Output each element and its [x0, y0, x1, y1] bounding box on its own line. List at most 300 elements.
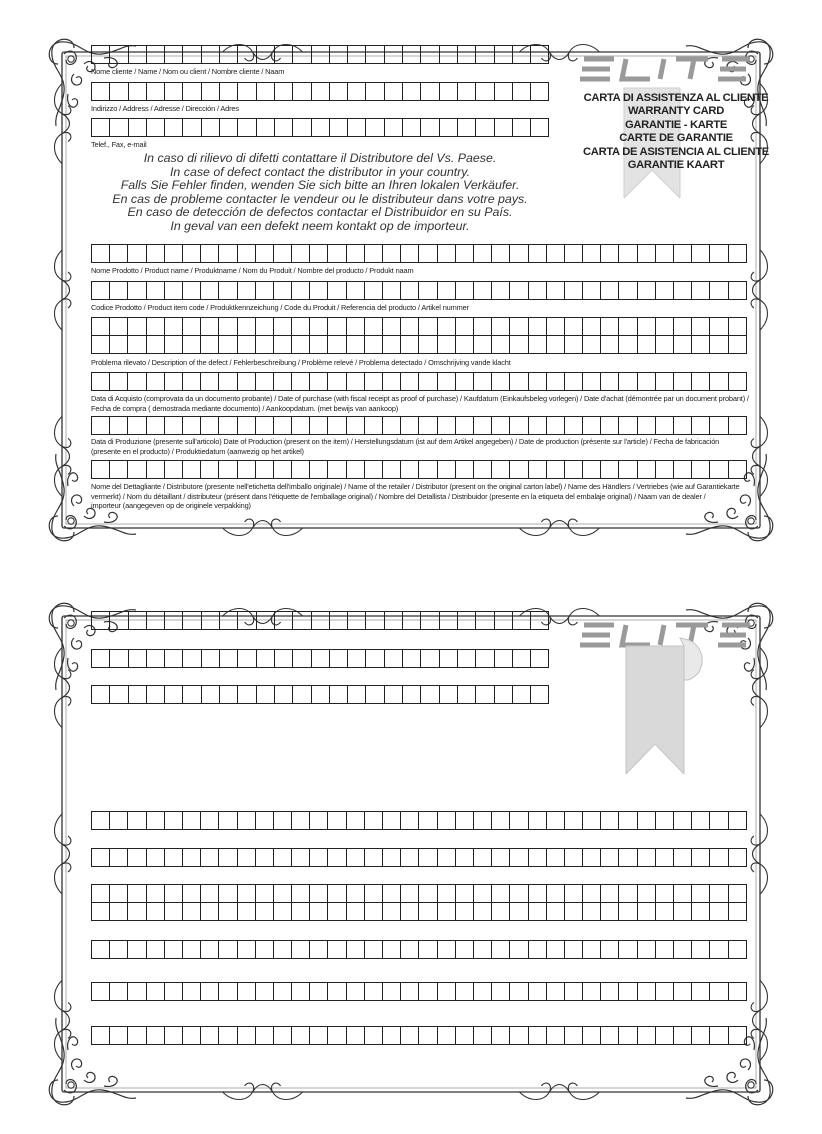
char-box[interactable] — [238, 45, 256, 64]
char-box[interactable] — [565, 244, 583, 263]
char-box[interactable] — [292, 940, 310, 959]
char-box[interactable] — [476, 649, 494, 668]
char-box[interactable] — [348, 82, 366, 101]
char-box[interactable] — [403, 685, 421, 704]
char-box[interactable] — [421, 649, 439, 668]
char-box[interactable] — [183, 884, 201, 903]
char-box[interactable] — [692, 281, 710, 300]
char-box[interactable] — [710, 372, 728, 391]
char-box[interactable] — [365, 416, 383, 435]
char-box[interactable] — [729, 372, 747, 391]
char-box[interactable] — [348, 649, 366, 668]
char-box[interactable] — [292, 848, 310, 867]
char-box[interactable] — [510, 940, 528, 959]
char-box[interactable] — [92, 811, 110, 830]
char-box[interactable] — [347, 281, 365, 300]
char-box[interactable] — [474, 811, 492, 830]
char-box[interactable] — [183, 118, 201, 137]
char-box[interactable] — [656, 1026, 674, 1045]
char-box[interactable] — [474, 372, 492, 391]
char-box[interactable] — [238, 940, 256, 959]
char-box[interactable] — [165, 1026, 183, 1045]
char-box[interactable] — [601, 884, 619, 903]
char-box[interactable] — [293, 82, 311, 101]
char-box[interactable] — [656, 940, 674, 959]
char-box[interactable] — [710, 884, 728, 903]
char-box[interactable] — [692, 902, 710, 921]
char-box[interactable] — [674, 902, 692, 921]
char-box[interactable] — [257, 82, 275, 101]
char-box[interactable] — [495, 685, 513, 704]
char-box[interactable] — [529, 317, 547, 336]
char-box[interactable] — [656, 281, 674, 300]
char-box[interactable] — [510, 460, 528, 479]
char-box[interactable] — [310, 848, 328, 867]
char-box[interactable] — [495, 611, 513, 630]
char-box[interactable] — [330, 82, 348, 101]
char-box[interactable] — [238, 372, 256, 391]
char-box[interactable] — [219, 884, 237, 903]
char-box[interactable] — [456, 460, 474, 479]
back-boxes-7[interactable] — [91, 1026, 747, 1045]
char-box[interactable] — [110, 982, 128, 1001]
char-box[interactable] — [201, 335, 219, 354]
char-box[interactable] — [583, 416, 601, 435]
char-box[interactable] — [347, 372, 365, 391]
char-box[interactable] — [129, 685, 147, 704]
char-box[interactable] — [275, 685, 293, 704]
char-box[interactable] — [510, 982, 528, 1001]
char-box[interactable] — [403, 82, 421, 101]
char-box[interactable] — [202, 82, 220, 101]
char-box[interactable] — [495, 82, 513, 101]
char-box[interactable] — [128, 244, 146, 263]
char-box[interactable] — [619, 317, 637, 336]
char-box[interactable] — [529, 982, 547, 1001]
char-box[interactable] — [474, 335, 492, 354]
char-box[interactable] — [583, 317, 601, 336]
char-box[interactable] — [729, 848, 747, 867]
char-box[interactable] — [128, 884, 146, 903]
char-box[interactable] — [165, 811, 183, 830]
char-box[interactable] — [330, 118, 348, 137]
char-box[interactable] — [147, 416, 165, 435]
char-box[interactable] — [583, 940, 601, 959]
char-box[interactable] — [692, 811, 710, 830]
char-box[interactable] — [92, 335, 110, 354]
char-box[interactable] — [183, 940, 201, 959]
char-box[interactable] — [440, 118, 458, 137]
char-box[interactable] — [128, 335, 146, 354]
char-box[interactable] — [601, 372, 619, 391]
char-box[interactable] — [729, 884, 747, 903]
char-box[interactable] — [674, 335, 692, 354]
char-box[interactable] — [438, 1026, 456, 1045]
char-box[interactable] — [583, 902, 601, 921]
char-box[interactable] — [456, 281, 474, 300]
char-box[interactable] — [510, 884, 528, 903]
char-box[interactable] — [619, 902, 637, 921]
char-box[interactable] — [347, 317, 365, 336]
char-box[interactable] — [328, 416, 346, 435]
char-box[interactable] — [292, 982, 310, 1001]
char-box[interactable] — [292, 811, 310, 830]
char-box[interactable] — [165, 317, 183, 336]
char-box[interactable] — [92, 884, 110, 903]
char-box[interactable] — [401, 335, 419, 354]
char-box[interactable] — [513, 82, 531, 101]
char-box[interactable] — [601, 1026, 619, 1045]
char-box[interactable] — [128, 811, 146, 830]
char-box[interactable] — [220, 118, 238, 137]
char-box[interactable] — [547, 416, 565, 435]
char-box[interactable] — [347, 416, 365, 435]
char-box[interactable] — [183, 244, 201, 263]
char-box[interactable] — [456, 884, 474, 903]
char-box[interactable] — [128, 281, 146, 300]
char-box[interactable] — [529, 1026, 547, 1045]
char-box[interactable] — [220, 82, 238, 101]
char-box[interactable] — [256, 1026, 274, 1045]
char-box[interactable] — [419, 902, 437, 921]
char-box[interactable] — [128, 848, 146, 867]
char-box[interactable] — [419, 335, 437, 354]
char-box[interactable] — [401, 940, 419, 959]
char-box[interactable] — [419, 1026, 437, 1045]
char-box[interactable] — [656, 335, 674, 354]
char-box[interactable] — [692, 848, 710, 867]
char-box[interactable] — [165, 902, 183, 921]
char-box[interactable] — [619, 416, 637, 435]
char-box[interactable] — [656, 317, 674, 336]
char-box[interactable] — [601, 281, 619, 300]
char-box[interactable] — [147, 940, 165, 959]
char-box[interactable] — [92, 1026, 110, 1045]
char-box[interactable] — [619, 244, 637, 263]
char-box[interactable] — [513, 118, 531, 137]
char-box[interactable] — [201, 460, 219, 479]
char-box[interactable] — [456, 244, 474, 263]
char-box[interactable] — [183, 82, 201, 101]
purchase-date-boxes[interactable] — [91, 372, 747, 391]
char-box[interactable] — [201, 416, 219, 435]
char-box[interactable] — [312, 82, 330, 101]
char-box[interactable] — [492, 848, 510, 867]
char-box[interactable] — [401, 848, 419, 867]
char-box[interactable] — [292, 335, 310, 354]
char-box[interactable] — [565, 902, 583, 921]
char-box[interactable] — [529, 902, 547, 921]
char-box[interactable] — [474, 940, 492, 959]
char-box[interactable] — [421, 118, 439, 137]
char-box[interactable] — [310, 335, 328, 354]
char-box[interactable] — [495, 45, 513, 64]
char-box[interactable] — [366, 611, 384, 630]
char-box[interactable] — [529, 372, 547, 391]
char-box[interactable] — [165, 649, 183, 668]
char-box[interactable] — [183, 902, 201, 921]
char-box[interactable] — [312, 611, 330, 630]
char-box[interactable] — [201, 372, 219, 391]
char-box[interactable] — [292, 460, 310, 479]
char-box[interactable] — [183, 317, 201, 336]
char-box[interactable] — [656, 884, 674, 903]
char-box[interactable] — [110, 811, 128, 830]
char-box[interactable] — [710, 317, 728, 336]
char-box[interactable] — [385, 118, 403, 137]
char-box[interactable] — [328, 811, 346, 830]
char-box[interactable] — [201, 1026, 219, 1045]
char-box[interactable] — [692, 1026, 710, 1045]
char-box[interactable] — [674, 317, 692, 336]
char-box[interactable] — [383, 811, 401, 830]
char-box[interactable] — [110, 649, 128, 668]
char-box[interactable] — [147, 82, 165, 101]
product-name-boxes[interactable] — [91, 244, 747, 263]
char-box[interactable] — [328, 982, 346, 1001]
char-box[interactable] — [202, 45, 220, 64]
char-box[interactable] — [365, 884, 383, 903]
char-box[interactable] — [619, 1026, 637, 1045]
char-box[interactable] — [292, 884, 310, 903]
char-box[interactable] — [310, 317, 328, 336]
char-box[interactable] — [292, 317, 310, 336]
char-box[interactable] — [219, 811, 237, 830]
char-box[interactable] — [710, 811, 728, 830]
char-box[interactable] — [293, 45, 311, 64]
char-box[interactable] — [495, 649, 513, 668]
char-box[interactable] — [347, 848, 365, 867]
char-box[interactable] — [656, 244, 674, 263]
char-box[interactable] — [147, 611, 165, 630]
char-box[interactable] — [440, 685, 458, 704]
char-box[interactable] — [147, 335, 165, 354]
char-box[interactable] — [401, 317, 419, 336]
char-box[interactable] — [565, 982, 583, 1001]
address-boxes[interactable] — [91, 82, 549, 101]
char-box[interactable] — [492, 416, 510, 435]
char-box[interactable] — [583, 1026, 601, 1045]
char-box[interactable] — [492, 317, 510, 336]
char-box[interactable] — [183, 416, 201, 435]
char-box[interactable] — [165, 335, 183, 354]
char-box[interactable] — [275, 649, 293, 668]
char-box[interactable] — [674, 460, 692, 479]
char-box[interactable] — [710, 940, 728, 959]
char-box[interactable] — [256, 848, 274, 867]
char-box[interactable] — [601, 940, 619, 959]
char-box[interactable] — [183, 281, 201, 300]
char-box[interactable] — [275, 611, 293, 630]
defect-boxes-row2[interactable] — [91, 335, 747, 354]
char-box[interactable] — [619, 281, 637, 300]
char-box[interactable] — [476, 611, 494, 630]
char-box[interactable] — [256, 460, 274, 479]
char-box[interactable] — [421, 685, 439, 704]
char-box[interactable] — [312, 45, 330, 64]
char-box[interactable] — [474, 848, 492, 867]
char-box[interactable] — [438, 902, 456, 921]
char-box[interactable] — [401, 884, 419, 903]
char-box[interactable] — [256, 335, 274, 354]
char-box[interactable] — [474, 1026, 492, 1045]
char-box[interactable] — [92, 244, 110, 263]
char-box[interactable] — [220, 611, 238, 630]
char-box[interactable] — [165, 982, 183, 1001]
char-box[interactable] — [513, 685, 531, 704]
char-box[interactable] — [601, 848, 619, 867]
char-box[interactable] — [601, 902, 619, 921]
char-box[interactable] — [710, 335, 728, 354]
char-box[interactable] — [201, 281, 219, 300]
char-box[interactable] — [256, 811, 274, 830]
char-box[interactable] — [474, 884, 492, 903]
char-box[interactable] — [275, 118, 293, 137]
char-box[interactable] — [547, 884, 565, 903]
char-box[interactable] — [110, 1026, 128, 1045]
char-box[interactable] — [256, 940, 274, 959]
char-box[interactable] — [383, 281, 401, 300]
char-box[interactable] — [92, 281, 110, 300]
char-box[interactable] — [256, 416, 274, 435]
char-box[interactable] — [438, 244, 456, 263]
char-box[interactable] — [385, 82, 403, 101]
char-box[interactable] — [238, 811, 256, 830]
char-box[interactable] — [656, 460, 674, 479]
char-box[interactable] — [729, 244, 747, 263]
char-box[interactable] — [531, 685, 549, 704]
char-box[interactable] — [619, 335, 637, 354]
char-box[interactable] — [92, 940, 110, 959]
char-box[interactable] — [238, 902, 256, 921]
char-box[interactable] — [110, 416, 128, 435]
char-box[interactable] — [147, 884, 165, 903]
char-box[interactable] — [257, 685, 275, 704]
char-box[interactable] — [401, 460, 419, 479]
char-box[interactable] — [238, 416, 256, 435]
char-box[interactable] — [328, 460, 346, 479]
char-box[interactable] — [401, 281, 419, 300]
char-box[interactable] — [274, 902, 292, 921]
product-code-boxes[interactable] — [91, 281, 747, 300]
char-box[interactable] — [456, 335, 474, 354]
char-box[interactable] — [201, 317, 219, 336]
char-box[interactable] — [583, 848, 601, 867]
char-box[interactable] — [92, 902, 110, 921]
char-box[interactable] — [183, 649, 201, 668]
char-box[interactable] — [619, 940, 637, 959]
char-box[interactable] — [438, 811, 456, 830]
char-box[interactable] — [110, 685, 128, 704]
char-box[interactable] — [638, 460, 656, 479]
char-box[interactable] — [638, 811, 656, 830]
char-box[interactable] — [565, 416, 583, 435]
char-box[interactable] — [310, 884, 328, 903]
char-box[interactable] — [147, 902, 165, 921]
char-box[interactable] — [419, 982, 437, 1001]
char-box[interactable] — [201, 940, 219, 959]
char-box[interactable] — [92, 82, 110, 101]
char-box[interactable] — [128, 902, 146, 921]
char-box[interactable] — [403, 45, 421, 64]
char-box[interactable] — [274, 811, 292, 830]
char-box[interactable] — [583, 884, 601, 903]
char-box[interactable] — [238, 884, 256, 903]
char-box[interactable] — [492, 811, 510, 830]
char-box[interactable] — [147, 982, 165, 1001]
back-short-boxes-2[interactable] — [91, 649, 549, 668]
char-box[interactable] — [365, 244, 383, 263]
char-box[interactable] — [401, 902, 419, 921]
char-box[interactable] — [110, 884, 128, 903]
char-box[interactable] — [474, 244, 492, 263]
char-box[interactable] — [129, 649, 147, 668]
char-box[interactable] — [458, 611, 476, 630]
char-box[interactable] — [383, 416, 401, 435]
char-box[interactable] — [365, 982, 383, 1001]
char-box[interactable] — [110, 611, 128, 630]
char-box[interactable] — [202, 118, 220, 137]
char-box[interactable] — [365, 335, 383, 354]
char-box[interactable] — [601, 811, 619, 830]
char-box[interactable] — [547, 982, 565, 1001]
back-boxes-5[interactable] — [91, 940, 747, 959]
char-box[interactable] — [183, 685, 201, 704]
char-box[interactable] — [110, 317, 128, 336]
char-box[interactable] — [238, 460, 256, 479]
char-box[interactable] — [638, 940, 656, 959]
char-box[interactable] — [292, 902, 310, 921]
char-box[interactable] — [403, 118, 421, 137]
char-box[interactable] — [692, 244, 710, 263]
char-box[interactable] — [128, 416, 146, 435]
char-box[interactable] — [219, 372, 237, 391]
char-box[interactable] — [293, 118, 311, 137]
char-box[interactable] — [458, 82, 476, 101]
char-box[interactable] — [110, 372, 128, 391]
char-box[interactable] — [474, 982, 492, 1001]
char-box[interactable] — [202, 685, 220, 704]
char-box[interactable] — [328, 244, 346, 263]
char-box[interactable] — [238, 244, 256, 263]
back-boxes-2[interactable] — [91, 848, 747, 867]
char-box[interactable] — [219, 416, 237, 435]
char-box[interactable] — [292, 244, 310, 263]
char-box[interactable] — [474, 317, 492, 336]
char-box[interactable] — [692, 460, 710, 479]
char-box[interactable] — [293, 649, 311, 668]
char-box[interactable] — [201, 848, 219, 867]
char-box[interactable] — [403, 611, 421, 630]
char-box[interactable] — [383, 982, 401, 1001]
char-box[interactable] — [310, 372, 328, 391]
char-box[interactable] — [110, 118, 128, 137]
char-box[interactable] — [565, 848, 583, 867]
char-box[interactable] — [92, 45, 110, 64]
char-box[interactable] — [638, 281, 656, 300]
char-box[interactable] — [674, 884, 692, 903]
char-box[interactable] — [310, 416, 328, 435]
char-box[interactable] — [274, 244, 292, 263]
char-box[interactable] — [476, 118, 494, 137]
char-box[interactable] — [492, 982, 510, 1001]
char-box[interactable] — [110, 45, 128, 64]
char-box[interactable] — [729, 811, 747, 830]
char-box[interactable] — [128, 982, 146, 1001]
char-box[interactable] — [92, 416, 110, 435]
char-box[interactable] — [529, 811, 547, 830]
char-box[interactable] — [510, 317, 528, 336]
